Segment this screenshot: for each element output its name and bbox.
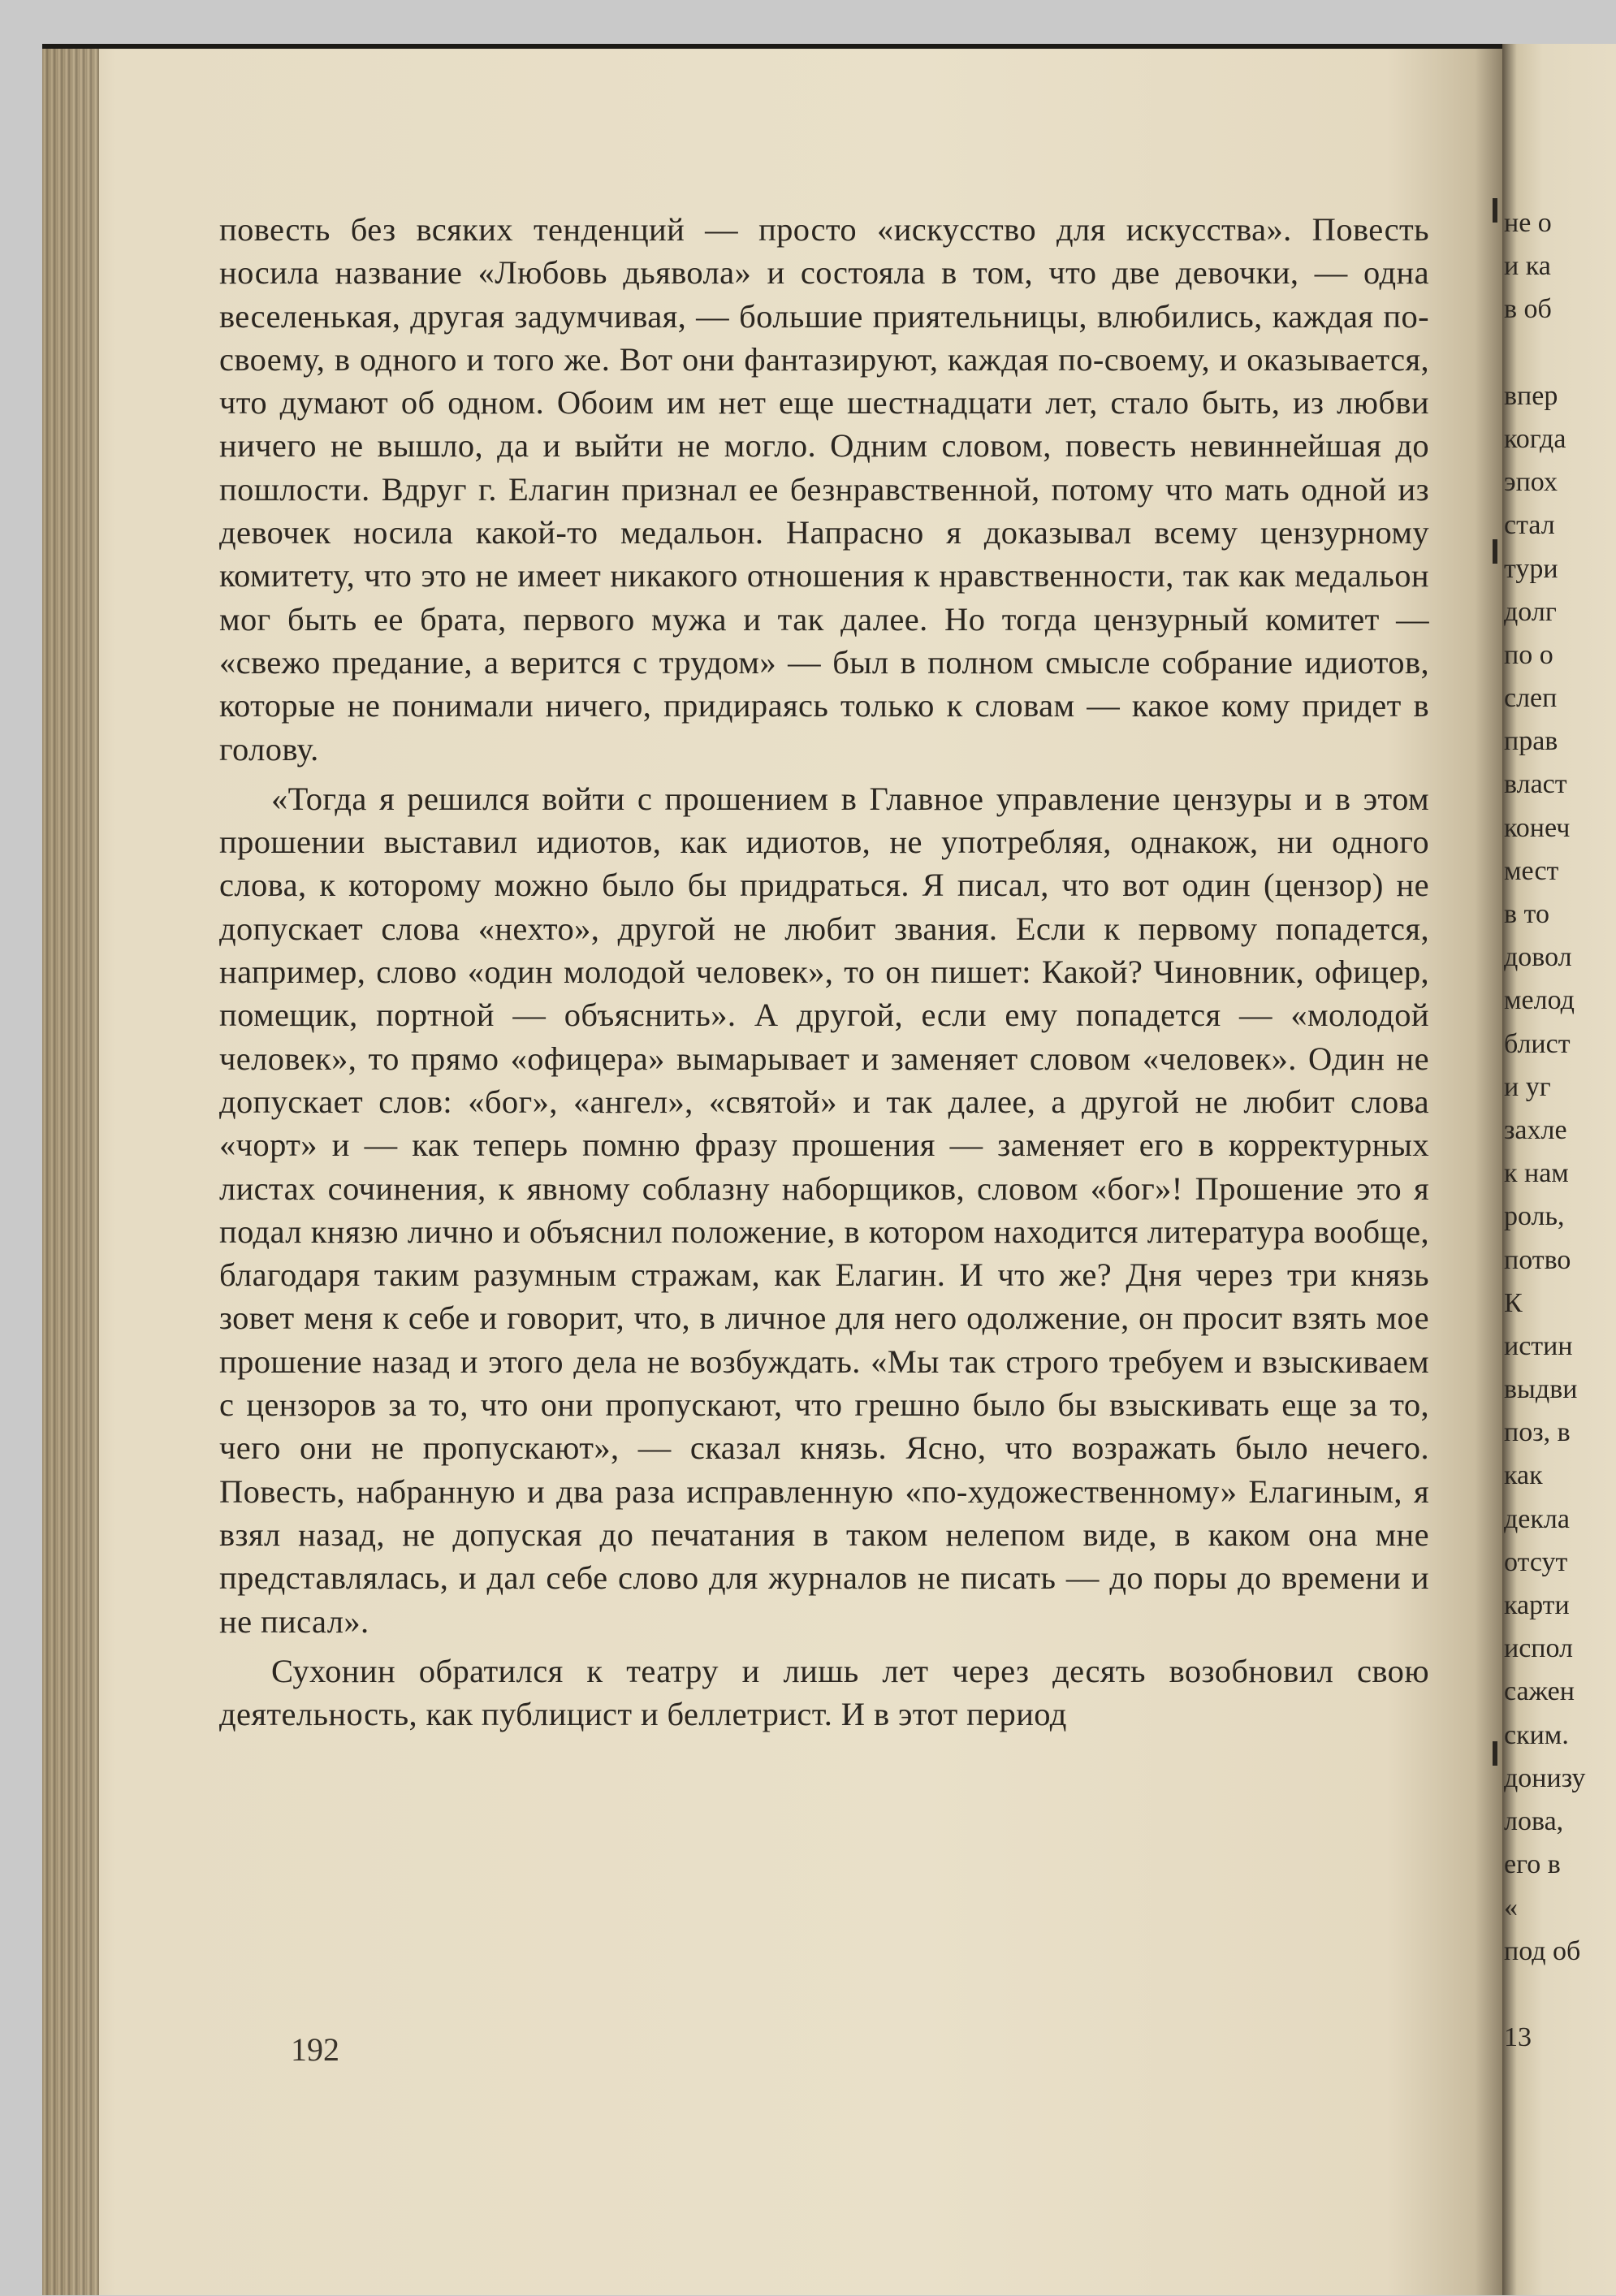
right-page-line: испол: [1504, 1633, 1573, 1664]
right-page-line: донизу: [1504, 1762, 1586, 1793]
right-page-line: власт: [1504, 769, 1567, 800]
right-page-line: в об: [1504, 294, 1552, 325]
paragraph-1: повесть без всяких тенденций — просто «искусство для искусства». Повесть носила название «Любовь дьявола» и состояла в том, что две девочки, — одна веселенькая, другая задумчивая, — большие приятельницы, влюбились, каждая по-своему, в одного и того же. Вот они фантазируют, каждая по-своему, и оказывается, что думают об одном. Обоим им нет еще шестнадцати лет, стало быть, из любви ничего не вышло, да и выйти не могло. Одним словом, повесть невиннейшая до пошлости. Вдруг г. Елагин признал ее безнравственной, потому что мать одной из девочек носила какой-то медальон. Напрасно я доказывал всему цензурному комитету, что это не имеет никакого отношения к нравственности, так как медальон мог быть ее брата, первого мужа и так далее. Но тогда цензурный комитет — «свежо предание, а верится с трудом» — был в полном смысле собрание идиотов, которые не понимали ничего, придираясь только к словам — какое кому придет в голову.: [219, 211, 1429, 767]
right-page-line: роль,: [1504, 1201, 1565, 1232]
right-page-line: выдви: [1504, 1374, 1578, 1405]
right-page-line: [1504, 1973, 1577, 2016]
right-page-line: по о: [1504, 639, 1553, 670]
right-page-line: блист: [1504, 1028, 1571, 1059]
right-page-line: не о: [1504, 208, 1552, 238]
right-page-text-fragments: [1504, 201, 1586, 2059]
right-page-line: слеп: [1504, 683, 1558, 714]
right-page-line: мелод: [1504, 985, 1575, 1016]
gutter-mark: [1493, 539, 1497, 564]
right-page-line: ским.: [1504, 1719, 1569, 1750]
right-page-line: К: [1504, 1287, 1523, 1318]
right-page-line: мест: [1504, 855, 1559, 886]
body-text: [219, 208, 1429, 1736]
page-edges: [42, 49, 99, 2295]
page-number: 192: [291, 2031, 339, 2068]
gutter-mark: [1493, 1741, 1497, 1766]
right-page-line: отсут: [1504, 1546, 1568, 1577]
right-page-line: стал: [1504, 510, 1555, 541]
right-page-line: тури: [1504, 553, 1558, 584]
right-page-line: сажен: [1504, 1676, 1575, 1707]
right-page-line: и ка: [1504, 251, 1551, 282]
right-page-line: довол: [1504, 942, 1572, 973]
right-page-line: лова,: [1504, 1805, 1564, 1836]
right-page-line: карти: [1504, 1590, 1570, 1620]
right-page-line: захле: [1504, 1114, 1567, 1145]
right-page-line: и уг: [1504, 1071, 1551, 1102]
left-page: [42, 49, 1504, 2295]
right-page-line: как: [1504, 1460, 1543, 1491]
right-page-line: эпох: [1504, 467, 1558, 498]
right-page-line: впер: [1504, 380, 1558, 411]
right-page-line: к нам: [1504, 1158, 1569, 1189]
right-page-line: поз, в: [1504, 1417, 1571, 1448]
right-page-line: [1504, 331, 1577, 374]
paragraph-3: Сухонин обратился к театру и лишь лет через десять возобновил свою деятельность, как публицист и беллетрист. И в этот период: [219, 1652, 1429, 1733]
right-page-line: в то: [1504, 899, 1549, 929]
right-page-line: его в: [1504, 1849, 1561, 1880]
right-page-line: под об: [1504, 1935, 1581, 1966]
right-page-line: истин: [1504, 1330, 1573, 1361]
right-page-line: потво: [1504, 1244, 1571, 1275]
right-page-line: 13: [1504, 2021, 1532, 2052]
book-scan: [42, 44, 1611, 2295]
paragraph-2: «Тогда я решился войти с прошением в Главное управление цензуры и в этом прошении выставил идиотов, как идиотов, не употребляя, однакож, ни одного слова, к которому можно было бы придраться. Я писал, что вот один (цензор) не допускает слова «нехто», другой не любит звания. Если к первому попадется, например, слово «один молодой человек», то он пишет: Какой? Чиновник, офицер, помещик, портной — объяснить». А другой, если ему попадется — «молодой человек», то прямо «офицера» вымарывает и заменяет словом «человек». Один не допускает слов: «бог», «ангел», «святой» и так далее, а другой не любит слова «чорт» и — как теперь помню фразу прошения — заменяет его в корректурных листах сочинения, к явному соблазну наборщиков, словом «бог»! Прошение это я подал князю лично и объяснил положение, в котором находится литература вообще, благодаря таким разумным стражам, как Елагин. И что же? Дня через три князь зовет меня к себе и говорит, что, в личное для него одолжение, он просит взять мое прошение назад и этого дела не возбуждать. «Мы так строго требуем и взыскиваем с цензоров за то, что они пропускают, что грешно было бы взыскивать еще за то, чего они не пропускают», — сказал князь. Ясно, что возражать было нечего. Повесть, набранную и два раза исправленную «по-художественному» Елагиным, я взял назад, не допуская до печатания в таком нелепом виде, в каком она мне представлялась, и дал себе слово для журналов не писать — до поры до времени и не писал».: [219, 780, 1429, 1640]
right-page-line: долг: [1504, 596, 1557, 627]
right-page-line: «: [1504, 1892, 1518, 1923]
gutter-mark: [1493, 198, 1497, 223]
right-page-line: декла: [1504, 1503, 1570, 1534]
right-page-line: прав: [1504, 726, 1558, 757]
right-page-line: когда: [1504, 423, 1566, 454]
right-page-line: конеч: [1504, 812, 1571, 843]
